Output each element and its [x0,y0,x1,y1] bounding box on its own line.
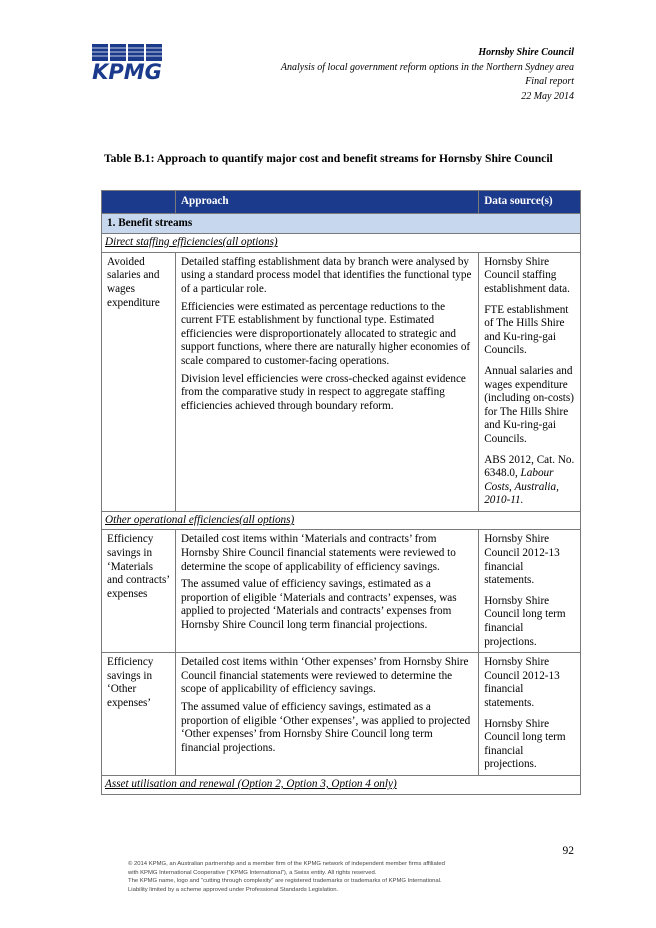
footer-line: The KPMG name, logo and “cutting through complexity” are registered trademarks or trademarks of KPMG International. [128,878,442,885]
row-approach [175,530,478,653]
source-paragraph: Hornsby Shire Council long term financial projections. [484,594,566,648]
row-item: Efficiency savings in ‘Materials and contracts’ expenses [102,530,176,653]
table-caption: Table B.1: Approach to quantify major cost and benefit streams for Hornsby Shire Council [104,152,553,165]
section-row [102,213,581,234]
approach-paragraph: The assumed value of efficiency savings, estimated as a proportion of eligible ‘Other expenses’, was applied to projected ‘Other expenses’ from Hornsby Shire Council long term financial projections. [180,701,471,754]
header-data-source: Data source(s) [479,191,581,214]
header-report-type: Final report [525,76,574,87]
header-blank [102,191,176,214]
row-approach [175,252,478,511]
group-label: Asset utilisation and renewal (Option 2, Option 3, Option 4 only) [102,775,581,794]
group-row [102,234,581,253]
kpmg-logo-text: KPMG [92,60,162,82]
row-data-source [479,653,581,776]
approach-paragraph: Division level efficiencies were cross-checked against evidence from the comparative study in respect to aggregate staffing efficiencies achieved through boundary reform. [180,372,466,412]
source-paragraph [484,454,576,508]
footer-line: © 2014 KPMG, an Australian partnership and a member firm of the KPMG network of independent member firms affiliated [128,861,445,867]
table-row [102,530,581,653]
header-subtitle: Analysis of local government reform options in the Northern Sydney area [280,61,574,73]
header-organisation: Hornsby Shire Council [478,47,574,58]
group-row [102,511,581,530]
abs-source-plain: ABS 2012, Cat. No. 6348.0, [484,453,575,480]
page-number: 92 [562,845,574,857]
source-paragraph: FTE establishment of The Hills Shire and Ku-ring-gai Councils. [484,303,569,357]
header-date: 22 May 2014 [521,90,574,102]
footer-line: Liability limited by a scheme approved under Professional Standards Legislation. [128,886,339,893]
header-approach: Approach [175,191,478,214]
row-data-source [479,530,581,653]
abs-source-title: Labour Costs, Australia, 2010-11. [484,467,559,507]
running-header [254,46,574,104]
table-row [102,653,581,776]
approach-paragraph: Detailed cost items within ‘Other expenses’ from Hornsby Shire Council financial statements were reviewed to determine the scope of applicability of efficiency savings. [180,656,469,696]
table-row [102,252,581,511]
group-label: Direct staffing efficiencies(all options) [102,234,581,253]
group-row [102,775,581,794]
cost-benefit-table [101,190,581,795]
kpmg-logo [86,42,172,82]
footer-legal [128,860,548,894]
source-paragraph: Hornsby Shire Council 2012-13 financial statements. [484,656,560,709]
approach-paragraph: Efficiencies were estimated as percentage reductions to the current FTE establishment by functional type. Estimated efficiencies were disproportionately allocated to strategic and support functions, where there are naturally higher economies of scale compared to customer-facing operations. [180,300,471,367]
source-paragraph: Hornsby Shire Council staffing establishment data. [484,255,570,295]
approach-paragraph: Detailed cost items within ‘Materials and contracts’ from Hornsby Shire Council financial statements were reviewed to determine the scope of applicability of efficiency savings. [180,533,456,573]
group-label: Other operational efficiencies(all options) [102,511,581,530]
row-approach [175,653,478,776]
source-paragraph: Annual salaries and wages expenditure (including on-costs) for The Hills Shire and Ku-ring-gai Councils. [484,364,574,445]
row-data-source [479,252,581,511]
source-paragraph: Hornsby Shire Council 2012-13 financial statements. [484,533,560,587]
row-item: Avoided salaries and wages expenditure [102,252,176,511]
footer-line: with KPMG International Cooperative (“KPMG International”), a Swiss entity. All rights reserved. [128,869,377,876]
approach-paragraph: Detailed staffing establishment data by branch were analysed by using a standard process model that identifies the functional type of a particular role. [180,255,472,295]
approach-paragraph: The assumed value of efficiency savings, estimated as a proportion of eligible ‘Materials and contracts’ expenses, was applied to projected ‘Materials and contracts’ expenses from Hornsby Shire Council long term financial projections. [180,578,457,632]
table-header-row [102,191,581,214]
row-item: Efficiency savings in ‘Other expenses’ [102,653,176,776]
section-title: 1. Benefit streams [102,213,581,234]
source-paragraph: Hornsby Shire Council long term financial projections. [484,717,566,771]
